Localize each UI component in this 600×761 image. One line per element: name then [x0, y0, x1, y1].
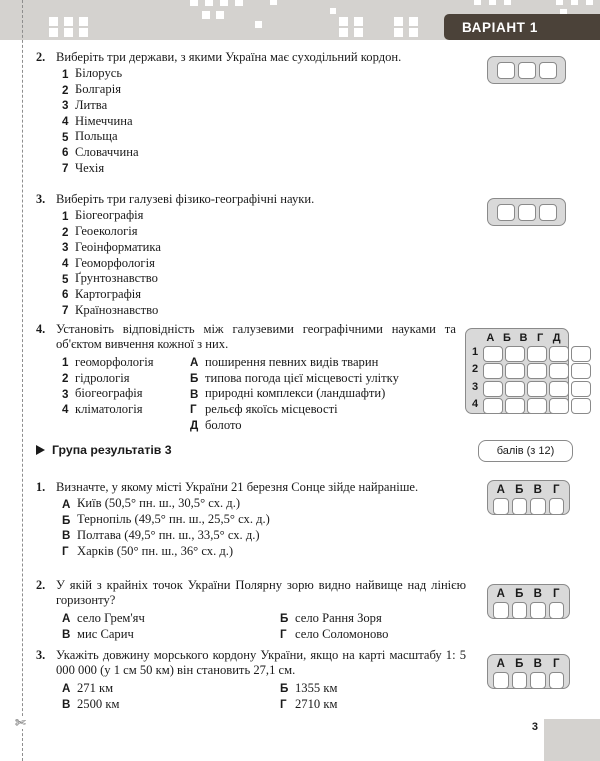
answer-box-question-3[interactable] [487, 198, 566, 226]
option-item[interactable] [62, 496, 461, 512]
option-key: 5 [62, 130, 69, 144]
answer-cell[interactable] [493, 672, 509, 689]
option-label: болото [205, 417, 242, 432]
cell-row [493, 602, 564, 619]
option-label: Харків (50° пн. ш., 36° сх. д.) [77, 543, 234, 558]
answer-cell[interactable] [539, 62, 557, 79]
question-number: 2. [36, 578, 46, 592]
answer-cell[interactable] [512, 498, 528, 515]
option-key: Г [190, 403, 197, 417]
option-key: 1 [62, 67, 69, 81]
option-label: Країнознавство [75, 302, 159, 317]
answer-letter: Г [552, 484, 560, 496]
decorative-square [270, 0, 277, 5]
decorative-square [49, 28, 58, 37]
matching-right-column [190, 355, 456, 434]
grid-cell[interactable] [527, 381, 547, 397]
grid-cell[interactable] [571, 363, 591, 379]
decorative-square [202, 11, 210, 19]
letter-row [493, 588, 564, 600]
option-item[interactable] [62, 66, 461, 82]
option-key: 5 [62, 272, 69, 286]
option-grid [62, 681, 466, 712]
question-header [36, 648, 466, 679]
option-item[interactable] [280, 611, 466, 627]
grid-cell[interactable] [571, 381, 591, 397]
option-item[interactable] [62, 114, 461, 130]
option-item[interactable] [190, 371, 456, 387]
option-label: поширення певних видів тварин [205, 354, 379, 369]
decorative-square [556, 0, 563, 5]
grid-cell[interactable] [527, 398, 547, 414]
option-key: Д [190, 419, 199, 433]
grid-cell[interactable] [549, 346, 569, 362]
cell-row [493, 672, 564, 689]
answer-cell[interactable] [530, 602, 546, 619]
question-text: Укажіть довжину морського кордону України, якщо на карті масштабу 1: 5 000 000 (у 1 см 50 км) він становить 27,1 см. [56, 648, 466, 678]
grid-corner [469, 332, 481, 344]
option-label: Білорусь [75, 66, 123, 81]
decorative-square [409, 28, 418, 37]
answer-cell[interactable] [530, 672, 546, 689]
grid-col-letter: Г [536, 332, 544, 344]
question-header [36, 480, 461, 495]
decorative-square [64, 17, 73, 26]
option-label: Чехія [75, 160, 105, 175]
answer-letter: В [533, 484, 542, 496]
option-item[interactable] [62, 611, 280, 627]
option-label: гідрологія [75, 370, 130, 385]
letter-row [493, 658, 564, 670]
option-key: Б [280, 612, 289, 626]
answer-box-question-2[interactable] [487, 56, 566, 84]
option-item[interactable] [62, 82, 461, 98]
footer-block [544, 719, 600, 761]
option-item[interactable] [62, 240, 461, 256]
decorative-square [394, 17, 403, 26]
option-item[interactable] [62, 129, 461, 145]
option-label: Болгарія [75, 82, 121, 97]
question-header [36, 322, 456, 353]
option-key: Г [280, 698, 287, 712]
grid-cell[interactable] [527, 346, 547, 362]
grid-row-number: 4 [471, 398, 479, 410]
option-label: Біогеографія [75, 208, 144, 223]
letter-row [493, 484, 564, 496]
decorative-square [474, 0, 481, 5]
option-label: 2500 км [77, 696, 120, 711]
option-item[interactable] [62, 303, 461, 319]
grid-col-letter: В [519, 332, 528, 344]
grid-row [469, 381, 564, 397]
option-list [62, 496, 461, 559]
grid-col-letter: Д [552, 332, 561, 344]
option-key: А [190, 356, 199, 370]
grid-col-letter: Б [502, 332, 511, 344]
group-header [36, 443, 172, 457]
option-label: село Грем'яч [77, 610, 145, 625]
option-item[interactable] [62, 697, 280, 713]
option-item[interactable] [62, 271, 461, 287]
decorative-square [489, 0, 496, 5]
grid-cell[interactable] [549, 398, 569, 414]
decorative-square [504, 0, 511, 5]
answer-grid-question-4[interactable] [465, 328, 569, 414]
option-label: Київ (50,5° пн. ш., 30,5° сх. д.) [77, 496, 241, 511]
question-header [36, 192, 461, 207]
option-item[interactable] [62, 355, 190, 371]
option-label: Полтава (49,5° пн. ш., 33,5° сх. д.) [77, 527, 260, 542]
option-label: кліматологія [75, 401, 143, 416]
decorative-square [205, 0, 213, 6]
option-label: Польща [75, 129, 118, 144]
group-label: Група результатів 3 [52, 443, 172, 457]
group-question-2 [36, 578, 466, 642]
question-4 [36, 322, 456, 433]
decorative-square [235, 0, 243, 6]
option-label: 271 км [77, 680, 114, 695]
question-number: 1. [36, 480, 46, 494]
grid-cell[interactable] [549, 381, 569, 397]
option-key: 6 [62, 288, 69, 302]
answer-cell[interactable] [518, 62, 536, 79]
decorative-square [64, 28, 73, 37]
grid-cell[interactable] [549, 363, 569, 379]
option-key: 4 [62, 257, 69, 271]
grid-cell[interactable] [483, 381, 503, 397]
option-key: Г [280, 628, 287, 642]
answer-letter: А [496, 658, 505, 670]
triangle-marker-icon [36, 445, 45, 455]
option-item[interactable] [62, 681, 280, 697]
answer-box-group-question-3[interactable] [487, 654, 570, 689]
option-label: Словаччина [75, 144, 139, 159]
option-item[interactable] [62, 224, 461, 240]
question-header [36, 578, 466, 609]
cell-row [493, 498, 564, 515]
option-label: рельєф якоїсь місцевості [205, 401, 338, 416]
decorative-square [220, 0, 228, 6]
decorative-square [586, 0, 593, 5]
question-text: Установіть відповідність між галузевими географічними науками та об'єктом вивчення кожної з них. [56, 322, 456, 352]
answer-box-group-question-2[interactable] [487, 584, 570, 619]
option-label: 1355 км [295, 680, 338, 695]
decorative-square [354, 28, 363, 37]
answer-letter: Г [552, 658, 560, 670]
option-label: Геоморфологія [75, 255, 155, 270]
grid-col-letter: А [486, 332, 495, 344]
option-item[interactable] [62, 287, 461, 303]
option-key: 4 [62, 115, 69, 129]
option-key: А [62, 682, 71, 696]
option-item[interactable] [62, 528, 461, 544]
score-label: балів (з 12) [496, 445, 555, 457]
question-text: У якій з крайніх точок України Полярну зорю видно найвище над лінією горизонту? [56, 578, 466, 608]
decorative-square [49, 17, 58, 26]
option-item[interactable] [62, 544, 461, 560]
question-3 [36, 192, 461, 318]
option-key: Б [62, 513, 71, 527]
matching-left-column [62, 355, 190, 434]
grid-row [469, 346, 564, 362]
answer-cell[interactable] [493, 498, 509, 515]
grid-cell[interactable] [571, 398, 591, 414]
answer-letter: Б [515, 484, 524, 496]
option-label: природні комплекси (ландшафти) [205, 386, 386, 401]
option-key: 4 [62, 403, 69, 417]
option-label: село Рання Зоря [295, 610, 382, 625]
question-number: 3. [36, 192, 46, 206]
scissors-icon: ✄ [15, 715, 26, 730]
option-label: Геоінформатика [75, 239, 161, 254]
option-item[interactable] [62, 161, 461, 177]
answer-letter: А [496, 588, 505, 600]
decorative-square [354, 17, 363, 26]
option-item[interactable] [62, 145, 461, 161]
option-label: біогеографія [75, 386, 143, 401]
answer-box-group-question-1[interactable] [487, 480, 570, 515]
question-number: 3. [36, 648, 46, 662]
option-item[interactable] [190, 402, 456, 418]
decorative-square [571, 0, 578, 5]
answer-letter: Б [515, 658, 524, 670]
grid-cell[interactable] [483, 346, 503, 362]
option-label: село Соломоново [295, 626, 389, 641]
group-question-3 [36, 648, 466, 712]
variant-label: ВАРІАНТ 1 [462, 19, 538, 35]
option-label: Ґрунтознавство [75, 271, 158, 286]
answer-cell[interactable] [549, 672, 565, 689]
option-item[interactable] [280, 697, 466, 713]
option-label: Геоекологія [75, 224, 138, 239]
grid-cell[interactable] [505, 346, 525, 362]
option-label: мис Сарич [77, 626, 134, 641]
option-key: 3 [62, 99, 69, 113]
option-key: А [62, 612, 71, 626]
option-item[interactable] [62, 256, 461, 272]
option-item[interactable] [62, 627, 280, 643]
option-item[interactable] [62, 371, 190, 387]
option-label: типова погода цієї місцевості улітку [205, 370, 399, 385]
option-item[interactable] [280, 627, 466, 643]
decorative-square [216, 11, 224, 19]
decorative-square [255, 21, 262, 28]
answer-letter: Б [515, 588, 524, 600]
option-label: геоморфологія [75, 354, 154, 369]
option-item[interactable] [190, 418, 456, 434]
option-label: Німеччина [75, 113, 133, 128]
decorative-square [330, 8, 336, 14]
decorative-square [409, 17, 418, 26]
option-key: В [190, 387, 199, 401]
answer-letter: В [533, 658, 542, 670]
option-grid [62, 611, 466, 642]
group-question-1 [36, 480, 461, 559]
option-key: Б [190, 372, 199, 386]
option-key: 7 [62, 304, 69, 318]
option-key: 1 [62, 209, 69, 223]
option-item[interactable] [62, 512, 461, 528]
answer-letter: Г [552, 588, 560, 600]
option-key: 7 [62, 162, 69, 176]
option-list [62, 66, 461, 176]
grid-row [469, 363, 564, 379]
decorative-square [394, 28, 403, 37]
grid-header-row [469, 332, 564, 344]
option-item[interactable] [62, 386, 190, 402]
option-key: В [62, 529, 71, 543]
option-label: Тернопіль (49,5° пн. ш., 25,5° сх. д.) [77, 512, 270, 527]
option-key: А [62, 497, 71, 511]
answer-cell[interactable] [549, 602, 565, 619]
option-label: Картографія [75, 286, 142, 301]
question-text: Виберіть три держави, з якими Україна має суходільний кордон. [56, 50, 402, 64]
decorative-square [339, 17, 348, 26]
option-key: 2 [62, 83, 69, 97]
grid-cell[interactable] [505, 381, 525, 397]
decorative-square [190, 0, 198, 6]
grid-cell[interactable] [505, 363, 525, 379]
option-key: 1 [62, 356, 69, 370]
answer-cell[interactable] [539, 204, 557, 221]
grid-row-number: 1 [471, 345, 479, 358]
question-text: Визначте, у якому місті України 21 березня Сонце зійде найраніше. [56, 480, 419, 494]
answer-cell[interactable] [497, 204, 515, 221]
grid-row [469, 398, 564, 414]
grid-cell[interactable] [483, 398, 503, 414]
page-body [0, 40, 600, 761]
answer-cell[interactable] [497, 62, 515, 79]
option-item[interactable] [190, 355, 456, 371]
grid-row-number: 3 [471, 380, 479, 393]
decorative-square [79, 17, 88, 26]
answer-cell[interactable] [549, 498, 565, 515]
option-key: 3 [62, 387, 69, 401]
answer-cell[interactable] [518, 204, 536, 221]
grid-cell[interactable] [483, 363, 503, 379]
question-text: Виберіть три галузеві фізико-географічні науки. [56, 192, 315, 206]
answer-cell[interactable] [493, 602, 509, 619]
answer-cell[interactable] [512, 672, 528, 689]
page-number: 3 [531, 721, 538, 733]
option-key: 3 [62, 241, 69, 255]
question-2 [36, 50, 461, 176]
option-key: Г [62, 545, 69, 559]
option-key: В [62, 698, 71, 712]
option-label: Литва [75, 97, 108, 112]
option-item[interactable] [190, 386, 456, 402]
option-item[interactable] [62, 402, 190, 418]
grid-cell[interactable] [527, 363, 547, 379]
option-item[interactable] [62, 208, 461, 224]
option-key: Б [280, 682, 289, 696]
matching-options [62, 355, 456, 434]
variant-tab [444, 14, 600, 40]
option-label: 2710 км [295, 696, 338, 711]
option-key: 2 [62, 372, 69, 386]
question-number: 2. [36, 50, 46, 64]
answer-letter: В [533, 588, 542, 600]
option-list [62, 208, 461, 318]
option-key: 2 [62, 225, 69, 239]
answer-letter: А [496, 484, 505, 496]
answer-cell[interactable] [530, 498, 546, 515]
grid-row-number: 2 [471, 363, 479, 375]
option-key: 6 [62, 146, 69, 160]
score-box[interactable] [478, 440, 573, 462]
decorative-square [339, 28, 348, 37]
option-key: В [62, 628, 71, 642]
grid-cell[interactable] [505, 398, 525, 414]
question-number: 4. [36, 322, 46, 336]
option-item[interactable] [62, 98, 461, 114]
question-header [36, 50, 461, 65]
answer-cell[interactable] [512, 602, 528, 619]
option-item[interactable] [280, 681, 466, 697]
grid-cell[interactable] [571, 346, 591, 362]
decorative-square [79, 28, 88, 37]
